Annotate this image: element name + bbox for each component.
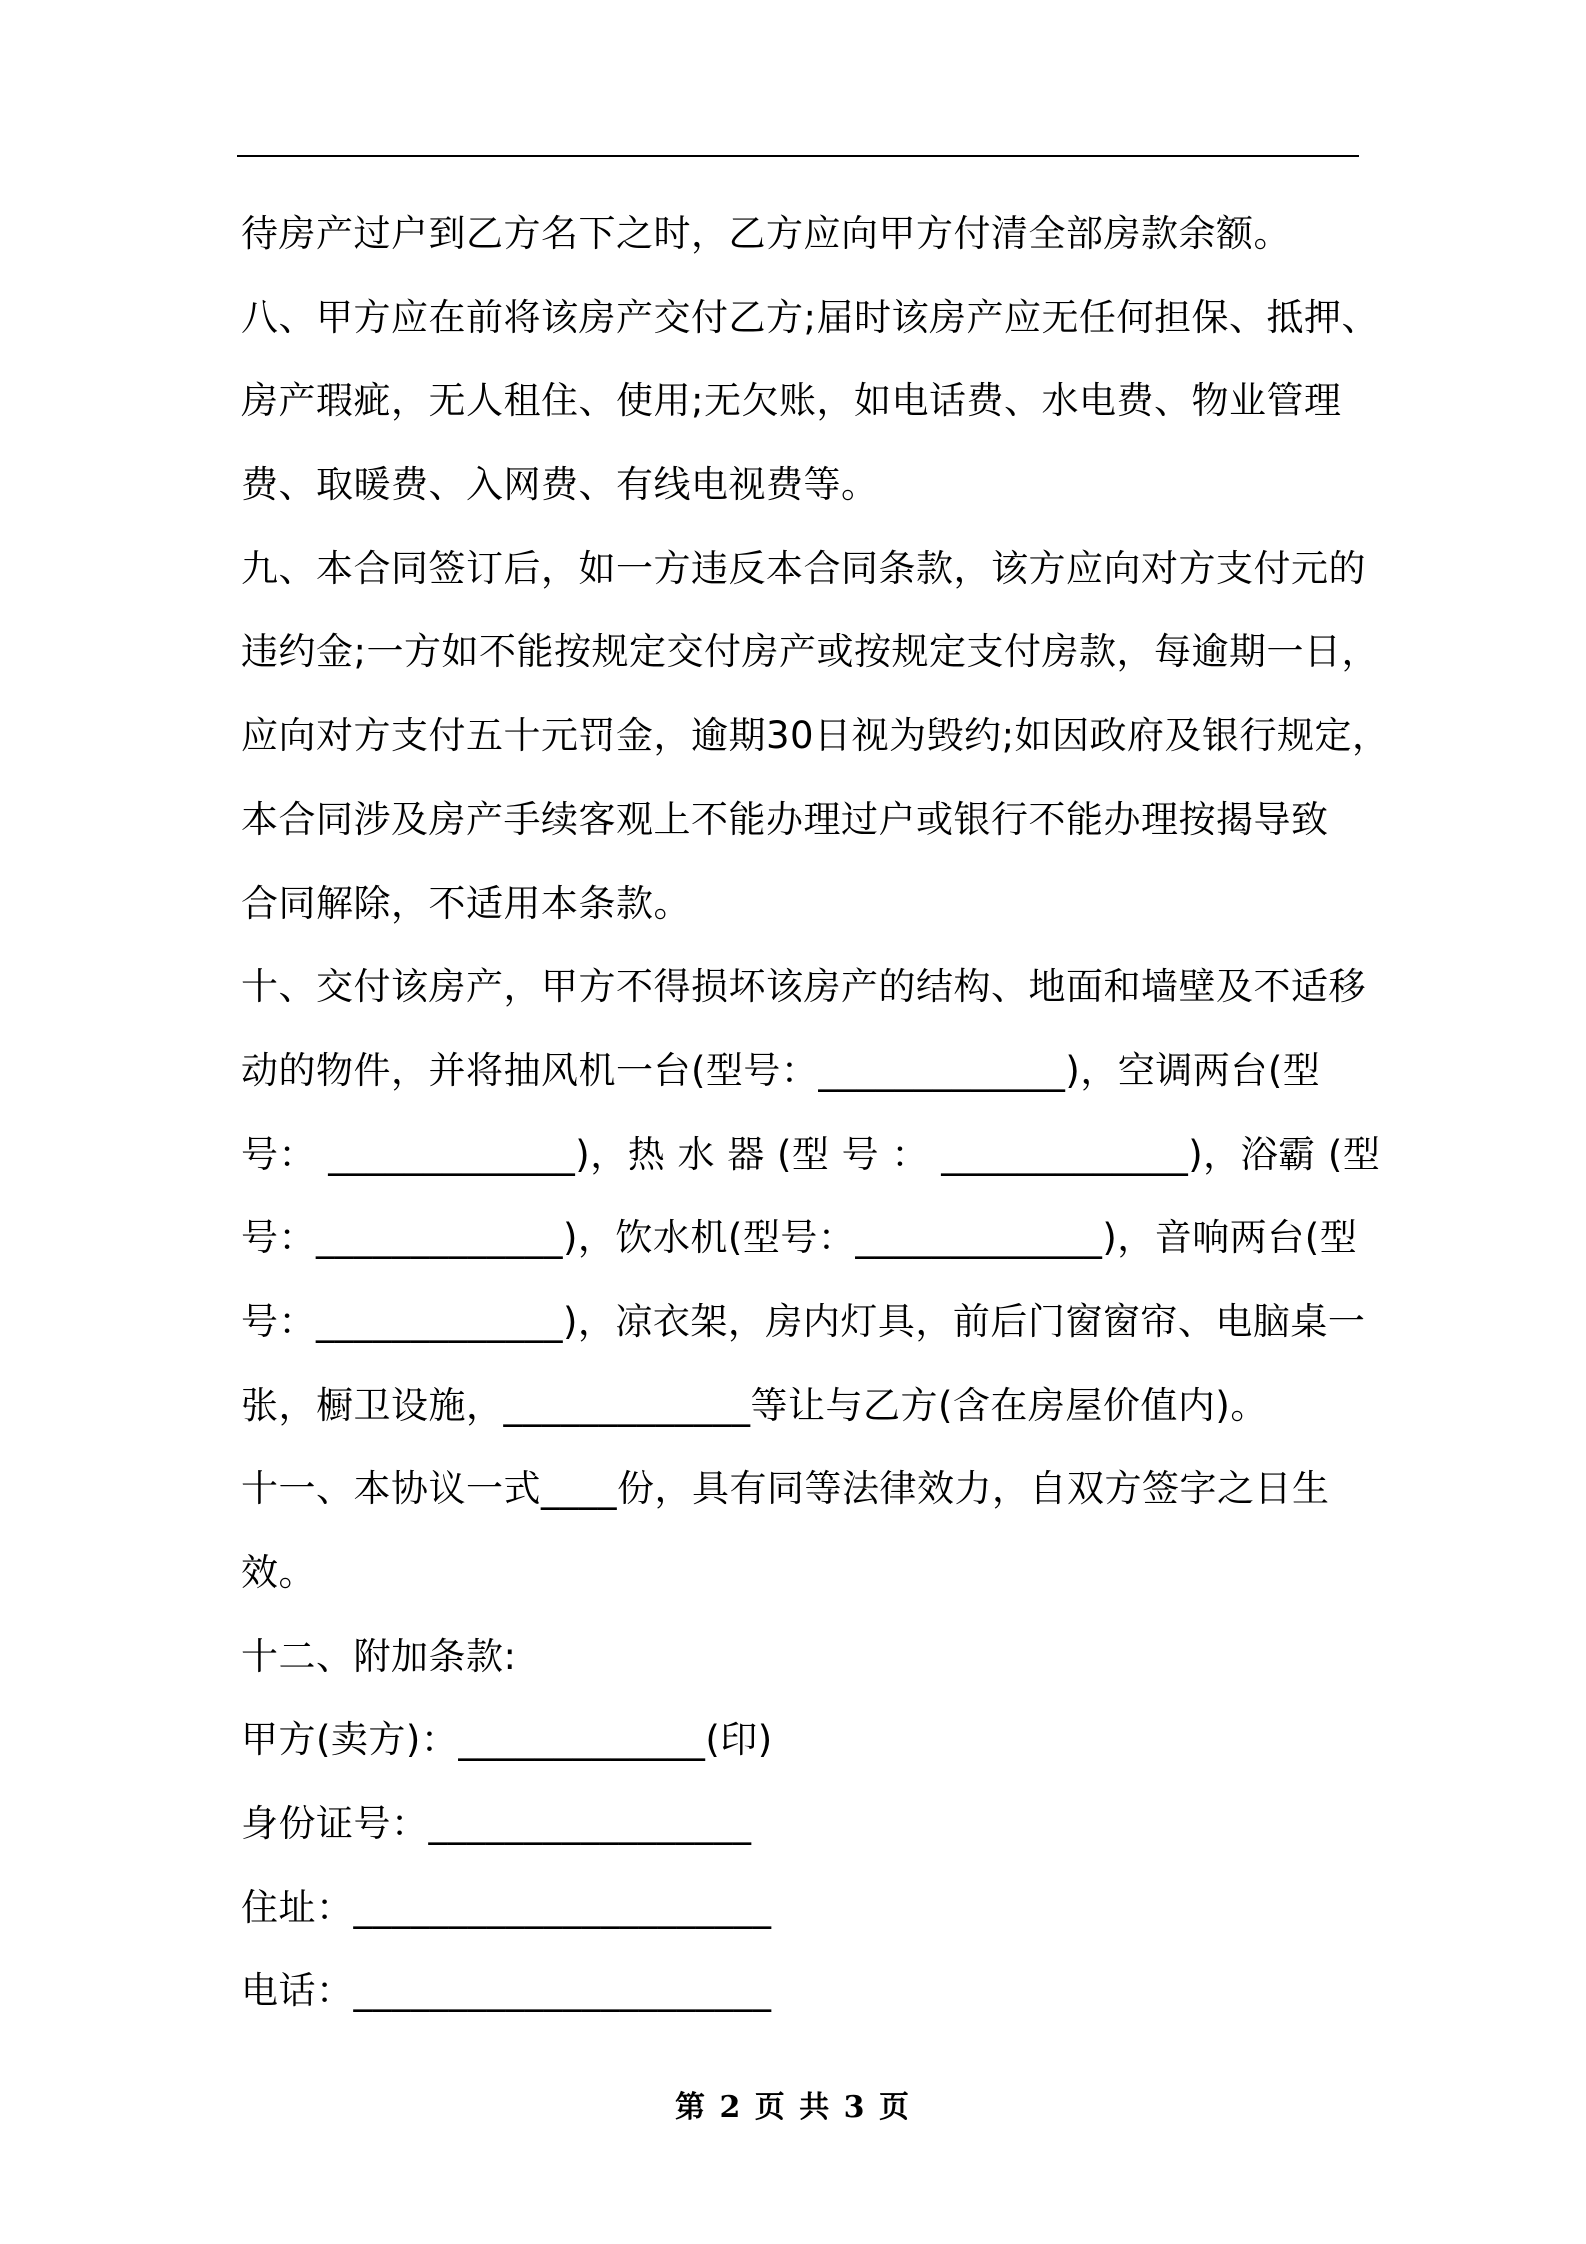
seller-signature-line: 甲方(卖方)：_____________(印) (241, 1718, 773, 1762)
text-line: 十、交付该房产，甲方不得损坏该房产的结构、地面和墙壁及不适移 (241, 965, 1366, 1009)
text-line: 动的物件，并将抽风机一台(型号：_____________)，空调两台(型 (241, 1048, 1321, 1092)
text-line: 合同解除，不适用本条款。 (241, 881, 691, 925)
contract-body (241, 192, 1390, 2033)
text-line: 本合同涉及房产手续客观上不能办理过户或银行不能办理按揭导致 (241, 797, 1329, 841)
text-line: 效。 (241, 1551, 316, 1594)
text-line: 八、甲方应在前将该房产交付乙方;届时该房产应无任何担保、抵押、 (241, 295, 1379, 339)
text-line: 房产瑕疵，无人租住、使用;无欠账，如电话费、水电费、物业管理 (241, 379, 1342, 423)
page-number-footer: 第 2 页 共 3 页 (675, 2090, 911, 2125)
phone-line: 电话：______________________ (241, 1969, 772, 2013)
text-line: 费、取暖费、入网费、有线电视费等。 (241, 463, 879, 507)
id-number-line: 身份证号：_________________ (241, 1802, 752, 1846)
header-rule (237, 155, 1359, 157)
text-line: 号： _____________)，热 水 器 (型 号 ： _____________)，浴霸 (型 (241, 1132, 1381, 1176)
text-line: 十一、本协议一式____份，具有同等法律效力，自双方签字之日生 (241, 1467, 1330, 1511)
text-line: 违约金;一方如不能按规定交付房产或按规定支付房款，每逾期一日， (241, 630, 1379, 674)
text-line: 张，橱卫设施，_____________等让与乙方(含在房屋价值内)。 (241, 1383, 1268, 1427)
text-line: 待房产过户到乙方名下之时，乙方应向甲方付清全部房款余额。 (241, 212, 1291, 255)
text-line: 号：_____________)，饮水机(型号：_____________)，音响两台(型 (241, 1216, 1358, 1260)
text-line: 号：_____________)，凉衣架，房内灯具，前后门窗窗帘、电脑桌一 (241, 1299, 1366, 1343)
text-line: 九、本合同签订后，如一方违反本合同条款，该方应向对方支付元的 (241, 546, 1366, 590)
text-line: 应向对方支付五十元罚金，逾期30日视为毁约;如因政府及银行规定， (241, 714, 1390, 758)
text-line: 十二、附加条款: (241, 1634, 517, 1678)
address-line: 住址：______________________ (241, 1885, 772, 1929)
